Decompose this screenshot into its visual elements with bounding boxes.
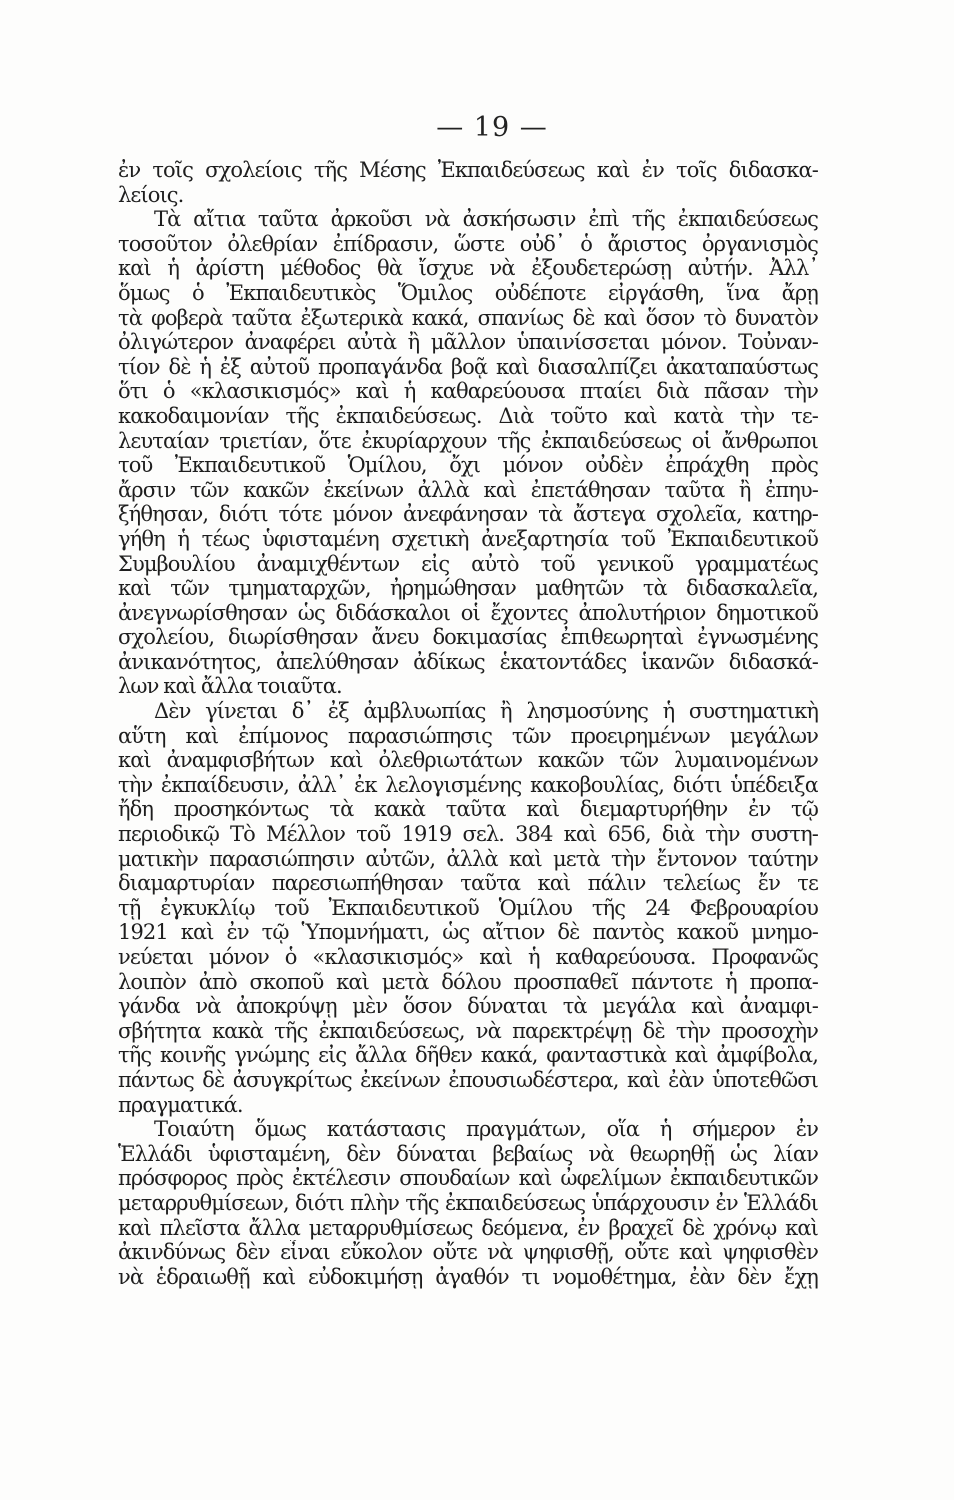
text-line: τὴν ἐκπαίδευσιν, ἀλλ᾽ ἐκ λελογισμένης κακοβουλίας, διότι ὑπέδειξα [118,772,818,797]
text-line: καὶ ἡ ἀρίστη μέθοδος θὰ ἴσχυε νὰ ἐξουδετερώσῃ αὐτήν. Ἀλλ᾽ [118,256,818,281]
text-line: περιοδικῷ Τὸ Μέλλον τοῦ 1919 σελ. 384 καὶ 656, διὰ τὴν συστη- [118,822,818,847]
text-line: ἐν τοῖς σχολείοις τῆς Μέσης Ἐκπαιδεύσεως καὶ ἐν τοῖς διδασκα- [118,158,818,182]
text-line: ἀνικανότητος, ἀπελύθησαν ἀδίκως ἑκατοντάδες ἱκανῶν διδασκά- [118,649,818,674]
text-line: γάνδα νὰ ἀποκρύψῃ μὲν ὅσον δύναται τὰ μεγάλα καὶ ἀναμφι- [118,994,818,1019]
text-line: νεύεται μόνον ὁ «κλασικισμός» καὶ ἡ καθαρεύουσα. Προφανῶς [118,945,818,969]
text-line: σβήτητα κακὰ τῆς ἐκπαιδεύσεως, νὰ παρεκτρέψῃ δὲ τὴν προσοχὴν [118,1018,818,1043]
text-line: αὕτη καὶ ἐπίμονος παρασιώπησις τῶν προειρημένων μεγάλων [118,723,818,748]
text-line: λοιπὸν ἀπὸ σκοποῦ καὶ μετὰ δόλου προσπαθεῖ πάντοτε ἡ προπα- [118,969,818,994]
text-line: γήθη ἡ τέως ὑφισταμένη σχετικὴ ἀνεξαρτησία τοῦ Ἐκπαιδευτικοῦ [118,526,818,551]
text-line: τοῦ Ἐκπαιδευτικοῦ Ὁμίλου, ὄχι μόνον οὐδὲν ἐπράχθη πρὸς [118,453,818,478]
body-text [118,158,818,1289]
text-line: καὶ πλεῖστα ἄλλα μεταρρυθμίσεως δεόμενα, ἐν βραχεῖ δὲ χρόνῳ καὶ [118,1215,818,1240]
text-line: λείοις. [118,182,184,207]
text-line: ὅτι ὁ «κλασικισμός» καὶ ἡ καθαρεύουσα πταίει διὰ πᾶσαν τὴν [118,379,818,404]
page-number: — 19 — [436,112,548,143]
text-line: πρόσφορος πρὸς ἐκτέλεσιν σπουδαίων καὶ ὠφελίμων ἐκπαιδευτικῶν [118,1166,818,1191]
text-line: Συμβουλίου ἀναμιχθέντων εἰς αὐτὸ τοῦ γενικοῦ γραμματέως [118,551,818,576]
text-line: καὶ τῶν τμηματαρχῶν, ἠρημώθησαν μαθητῶν τὰ διδασκαλεῖα, [118,576,818,601]
text-line: ὅμως ὁ Ἐκπαιδευτικὸς Ὅμιλος οὐδέποτε εἰργάσθη, ἵνα ἄρῃ [118,280,818,305]
text-line: τῆς κοινῆς γνώμης εἰς ἄλλα δῆθεν κακά, φανταστικὰ καὶ ἀμφίβολα, [118,1043,818,1068]
paragraph [118,699,818,1117]
text-line: Ἑλλάδι ὑφισταμένη, δὲν δύναται βεβαίως νὰ θεωρηθῇ ὡς λίαν [118,1141,818,1166]
text-line: μεταρρυθμίσεων, διότι πλὴν τῆς ἐκπαιδεύσεως ὑπάρχουσιν ἐν Ἑλλάδι [118,1190,818,1215]
text-line: ἄρσιν τῶν κακῶν ἐκείνων ἀλλὰ καὶ ἐπετάθησαν ταῦτα ἢ ἐπηυ- [118,477,818,502]
text-line: πραγματικά. [118,1092,243,1117]
text-line: ματικὴν παρασιώπησιν αὐτῶν, ἀλλὰ καὶ μετὰ τὴν ἔντονον ταύτην [118,846,818,871]
text-line: λων καὶ ἄλλα τοιαῦτα. [118,674,342,699]
text-line: Δὲν γίνεται δ᾽ ἐξ ἀμβλυωπίας ἢ λησμοσύνης ἡ συστηματικὴ [154,699,818,724]
text-line: ἤδη προσηκόντως τὰ κακὰ ταῦτα καὶ διεμαρτυρήθην ἐν τῷ [118,797,818,822]
text-line: Τὰ αἴτια ταῦτα ἀρκοῦσι νὰ ἀσκήσωσιν ἐπὶ τῆς ἐκπαιδεύσεως [154,207,818,232]
paragraph [118,1117,818,1289]
text-line: νὰ ἑδραιωθῇ καὶ εὐδοκιμήσῃ ἀγαθόν τι νομοθέτημα, ἐὰν δὲν ἔχῃ [118,1264,818,1289]
text-line: τίον δὲ ἡ ἐξ αὐτοῦ προπαγάνδα βοᾷ καὶ διασαλπίζει ἀκαταπαύστως [118,354,818,379]
text-line: ἀκινδύνως δὲν εἶναι εὔκολον οὔτε νὰ ψηφισθῇ, οὔτε καὶ ψηφισθὲν [118,1240,818,1265]
text-line: τοσοῦτον ὀλεθρίαν ἐπίδρασιν, ὥστε οὐδ᾽ ὁ ἄριστος ὀργανισμὸς [118,231,818,256]
text-line: τῇ ἐγκυκλίῳ τοῦ Ἐκπαιδευτικοῦ Ὁμίλου τῆς 24 Φεβρουαρίου [118,895,818,920]
text-line: 1921 καὶ ἐν τῷ Ὑπομνήματι, ὡς αἴτιον δὲ παντὸς κακοῦ μνημο- [118,920,818,945]
paragraph [118,207,818,699]
text-line: σχολείου, διωρίσθησαν ἄνευ δοκιμασίας ἐπιθεωρηταὶ ἐγνωσμένης [118,625,818,650]
text-line: πάντως δὲ ἀσυγκρίτως ἐκείνων ἐπουσιωδέστερα, καὶ ἐὰν ὑποτεθῶσι [118,1067,818,1092]
text-line: καὶ ἀναμφισβήτων καὶ ὀλεθριωτάτων κακῶν τῶν λυμαινομένων [118,748,818,773]
text-line: τὰ φοβερὰ ταῦτα ἐξωτερικὰ κακά, σπανίως δὲ καὶ ὅσον τὸ δυνατὸν [118,305,818,330]
text-line: ξήθησαν, διότι τότε μόνον ἀνεφάνησαν τὰ ἄστεγα σχολεῖα, κατηρ- [118,502,818,527]
text-line: ὀλιγώτερον ἀναφέρει αὐτὰ ἢ μᾶλλον ὑπαινίσσεται μόνον. Τοὐναν- [118,330,818,355]
paragraph [118,158,818,207]
text-line: λευταίαν τριετίαν, ὅτε ἐκυρίαρχουν τῆς ἐκπαιδεύσεως οἱ ἄνθρωποι [118,428,818,453]
text-line: διαμαρτυρίαν παρεσιωπήθησαν ταῦτα καὶ πάλιν τελείως ἔν τε [118,871,818,896]
text-line: ἀνεγνωρίσθησαν ὡς διδάσκαλοι οἱ ἔχοντες ἀπολυτήριον δημοτικοῦ [118,600,818,625]
text-line: Τοιαύτη ὅμως κατάστασις πραγμάτων, οἵα ἡ σήμερον ἐν [154,1117,818,1142]
text-line: κακοδαιμονίαν τῆς ἐκπαιδεύσεως. Διὰ τοῦτο καὶ κατὰ τὴν τε- [118,403,818,428]
